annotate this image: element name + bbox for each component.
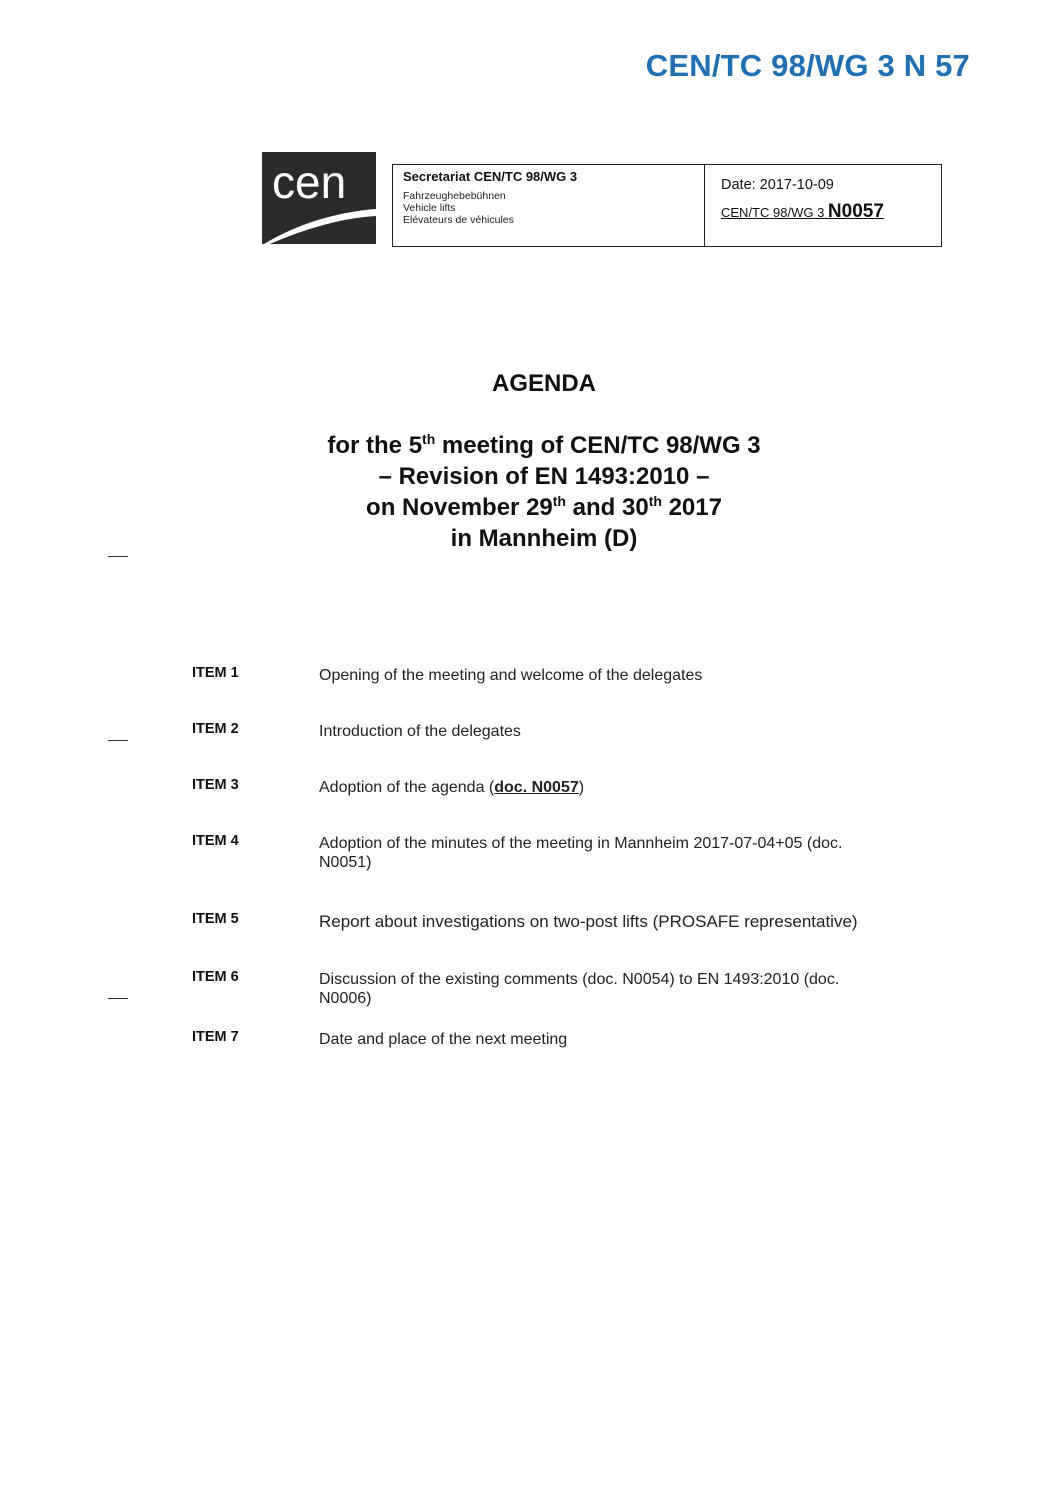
item-text: Opening of the meeting and welcome of the delegates bbox=[319, 667, 703, 684]
item-text: Introduction of the delegates bbox=[319, 723, 521, 740]
item-text: Discussion of the existing comments (doc. N0054) to EN 1493:2010 (doc. N0006) bbox=[319, 971, 840, 1007]
date-ref-cell bbox=[705, 165, 941, 246]
document-date: Date: 2017-10-09 bbox=[721, 177, 834, 193]
item-text: Adoption of the minutes of the meeting in Mannheim 2017-07-04+05 (doc. N0051) bbox=[319, 835, 843, 871]
secretariat-cell bbox=[393, 165, 705, 246]
agenda-title: AGENDA bbox=[491, 370, 596, 397]
item-label: ITEM 3 bbox=[192, 777, 239, 793]
item-label: ITEM 5 bbox=[192, 911, 239, 927]
secretariat-title: Secretariat CEN/TC 98/WG 3 bbox=[403, 169, 578, 184]
document-header-box bbox=[392, 164, 942, 247]
ref-number: N0057 bbox=[827, 201, 884, 222]
subtitle-line-3: on November 29th and 30th 2017 bbox=[366, 493, 722, 521]
subtitle-line-4: in Mannheim (D) bbox=[450, 525, 638, 552]
title-french: Elévateurs de véhicules bbox=[403, 214, 514, 226]
subtitle-line-1: for the 5th meeting of CEN/TC 98/WG 3 bbox=[327, 431, 761, 459]
cen-logo bbox=[262, 152, 376, 244]
margin-mark bbox=[108, 740, 128, 741]
margin-mark bbox=[108, 556, 128, 557]
logo-text: cen bbox=[272, 156, 347, 208]
item-label: ITEM 1 bbox=[192, 665, 239, 681]
subtitle-line-2: – Revision of EN 1493:2010 – bbox=[378, 463, 710, 490]
document-number bbox=[721, 201, 941, 223]
document-reference: CEN/TC 98/WG 3 N 57 bbox=[645, 48, 970, 83]
item-label: ITEM 7 bbox=[192, 1029, 239, 1045]
title-english: Vehicle lifts bbox=[403, 202, 456, 214]
margin-mark bbox=[108, 998, 128, 999]
meeting-subtitle bbox=[0, 430, 1058, 554]
item-label: ITEM 2 bbox=[192, 721, 239, 737]
item-label: ITEM 6 bbox=[192, 969, 239, 985]
title-german: Fahrzeughebebühnen bbox=[403, 190, 506, 202]
item-text: Adoption of the agenda (doc. N0057) bbox=[319, 779, 585, 796]
item-text: Date and place of the next meeting bbox=[319, 1031, 568, 1048]
agenda-doc-link[interactable]: doc. N0057 bbox=[494, 779, 579, 796]
item-text: Report about investigations on two-post lifts (PROSAFE representative) bbox=[319, 912, 858, 931]
ref-prefix: CEN/TC 98/WG 3 bbox=[721, 205, 825, 220]
item-label: ITEM 4 bbox=[192, 833, 239, 849]
